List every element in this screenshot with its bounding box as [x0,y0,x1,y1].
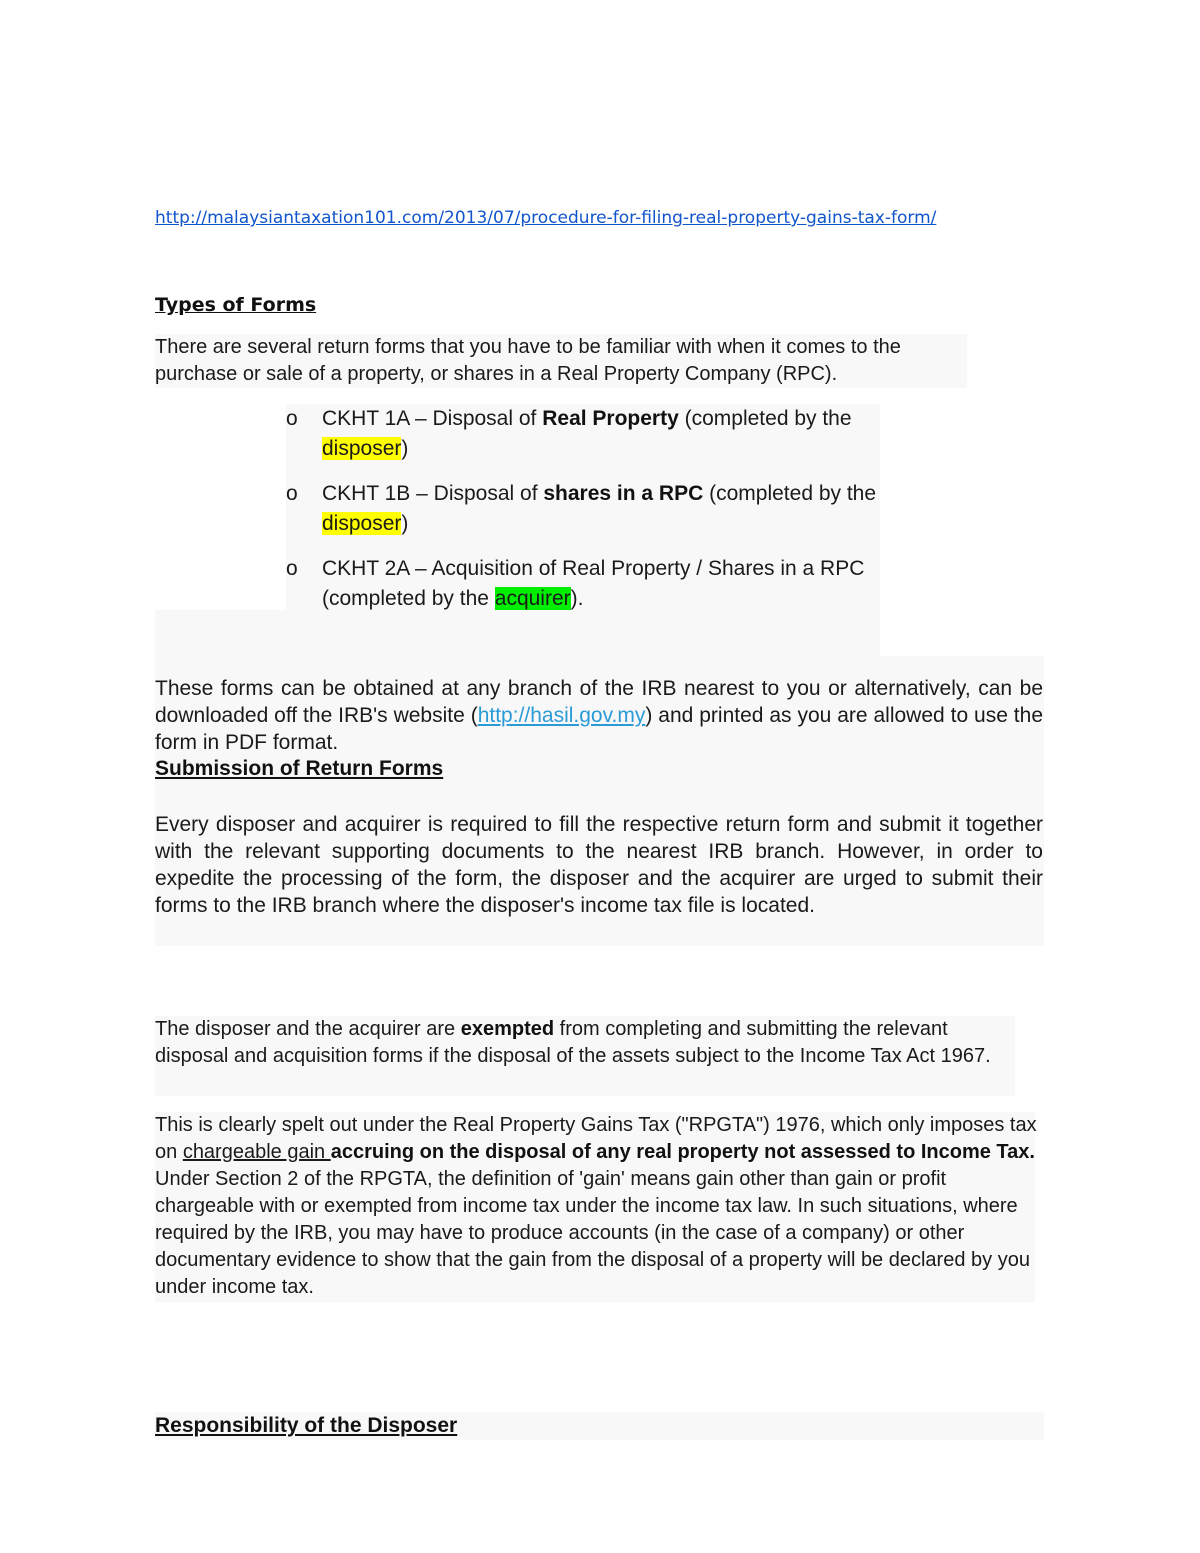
form-item-text: CKHT 1A – Disposal of [322,407,543,430]
form-item-text: (completed by the [703,482,877,505]
hasil-website-link[interactable]: http://hasil.gov.my [477,704,646,727]
types-of-forms-heading: Types of Forms [155,294,317,316]
form-item-text: (completed by the [678,407,852,430]
form-item-ckht-2a [286,554,880,614]
source-url-link[interactable]: http://malaysiantaxation101.com/2013/07/procedure-for-filing-real-property-gains-tax-form/ [155,208,937,228]
obtain-text: These forms can be obtained at any branch of the IRB nearest to you or alternatively, can be downloaded off the IRB's website ( [155,677,1043,727]
chargeable-gain-underline: chargeable gain [182,1141,331,1163]
obtain-forms-paragraph [155,675,1043,756]
highlight-disposer: disposer [322,512,402,535]
responsibility-heading: Responsibility of the Disposer [155,1414,458,1437]
form-item-text: ). [570,587,584,610]
exempt-paragraph [155,1016,1015,1070]
form-item-ckht-1b [286,479,880,539]
forms-list [286,404,880,629]
exempt-text: The disposer and the acquirer are [155,1018,461,1040]
highlight-disposer: disposer [322,437,402,460]
rpgta-bold: accruing on the disposal of any real property not assessed to Income Tax. [330,1141,1035,1163]
rpgta-paragraph [155,1112,1043,1301]
form-item-text: ) [401,512,409,535]
form-item-ckht-1a [286,404,880,464]
highlight-acquirer: acquirer [494,587,571,610]
intro-paragraph: There are several return forms that you have to be familiar with when it comes to the purchase or sale of a property, or shares in a Real Property Company (RPC). [155,336,901,385]
form-item-bold: shares in a RPC [543,482,704,505]
bullet-circle-icon: o [286,482,298,505]
bullet-circle-icon: o [286,407,298,430]
rpgta-text: This is clearly spelt out under the Real Property Gains Tax ("RPGTA") 1976, which only imposes tax on [155,1114,1037,1163]
form-item-bold: Real Property [542,407,679,430]
obtain-text: ) and printed as you are allowed to use the form in PDF format. [155,704,1044,754]
form-item-text: CKHT 2A – Acquisition of Real Property / Shares in a RPC (completed by the [322,557,865,610]
submission-paragraph: Every disposer and acquirer is required to fill the respective return form and submit it together with the relevant supporting documents to the nearest IRB branch. However, in order to expedite the processing of the form, the disposer and the acquirer are urged to submit their forms to the IRB branch where the disposer's income tax file is located. [155,813,1043,917]
exempt-text: from completing and submitting the relevant disposal and acquisition forms if the disposal of the assets subject to the Income Tax Act 1967. [155,1018,991,1067]
submission-heading: Submission of Return Forms [155,757,444,780]
form-item-text: ) [401,437,409,460]
form-item-text: CKHT 1B – Disposal of [322,482,544,505]
exempt-bold: exempted [460,1018,555,1040]
rpgta-text: Under Section 2 of the RPGTA, the definition of 'gain' means gain other than gain or profit chargeable with or exempted from income tax under the income tax law. In such situations, where required by the IRB, you may have to produce accounts (in the case of a company) or other documentary evidence to show that the gain from the disposal of a property will be declared by you under income tax. [155,1168,1030,1298]
bullet-circle-icon: o [286,557,298,580]
